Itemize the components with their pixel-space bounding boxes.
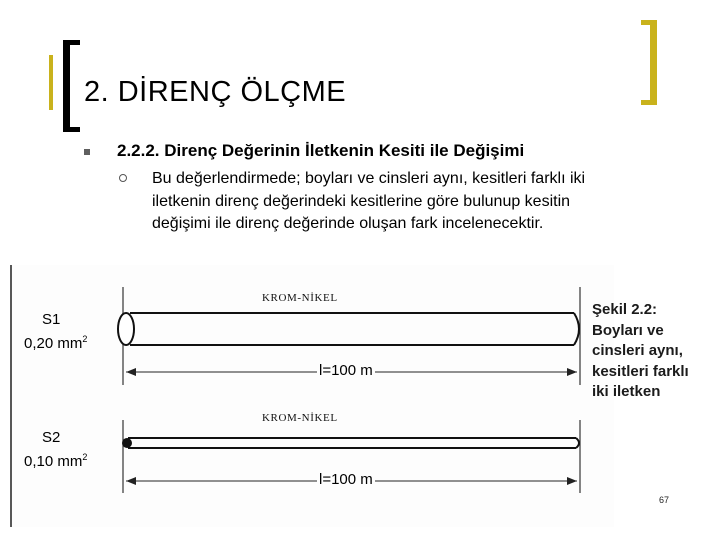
conductor-2-material: KROM-NİKEL — [262, 412, 338, 424]
figure-caption: Şekil 2.2: Boyları ve cinsleri aynı, kesitleri farklı iki iletken — [592, 301, 689, 400]
conductor-1-length: l=100 m — [319, 362, 373, 379]
circle-bullet-icon — [119, 174, 127, 182]
conductor-1-name: S1 — [42, 311, 61, 328]
conductor-2-length: l=100 m — [319, 471, 373, 488]
bullet-subtext: Bu değerlendirmede; boyları ve cinsleri aynı, kesitleri farklı iki iletkenin direnç değerindeki kesitlerine göre bulunup kesitin değişimi ile direnç değerinde oluşan fark incelenecektir. — [152, 170, 586, 232]
page-number: 67 — [659, 495, 670, 505]
conductor-1-area: 0,20 $mm^2$ — [24, 334, 88, 352]
accent-bracket-right — [650, 20, 657, 105]
conductor-2-area: 0,10 $mm^2$ — [24, 452, 88, 470]
square-bullet-icon — [84, 149, 90, 155]
title-bracket-left — [63, 40, 70, 132]
conductor-1-material: KROM-NİKEL — [262, 292, 338, 304]
accent-bar-left — [49, 55, 53, 110]
conductor-diagram — [10, 265, 614, 527]
title-bracket-left-top — [63, 40, 80, 45]
title-bracket-left-bottom — [63, 127, 80, 132]
accent-bracket-right-top — [641, 20, 657, 25]
accent-bracket-right-bottom — [641, 100, 657, 105]
conductor-2-name: S2 — [42, 429, 61, 446]
conductor-figure — [10, 265, 614, 527]
slide-title: 2. DİRENÇ ÖLÇME — [84, 76, 347, 108]
bullet-heading: 2.2.2. Direnç Değerinin İletkenin Kesiti ile Değişimi — [117, 141, 525, 160]
